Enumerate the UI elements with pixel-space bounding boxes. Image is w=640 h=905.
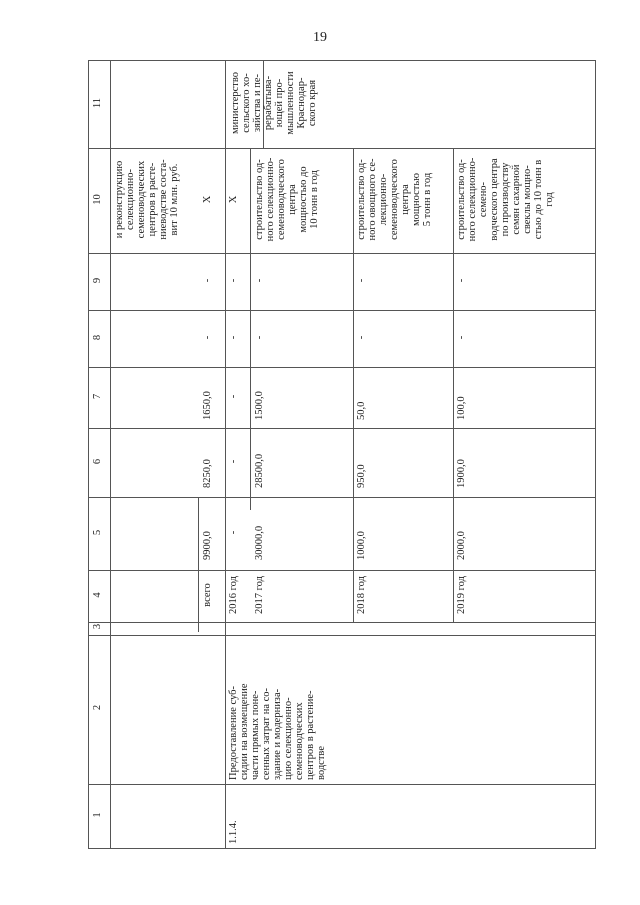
y2017-col9: -: [254, 278, 265, 283]
row-number: 1.1.4.: [228, 820, 239, 844]
responsible-authority: министерство сельского хо- зяйства и пе- рерабатыва- ющей про- мышленности Краснодар- ского края: [230, 71, 318, 135]
y2018-col5: 1000,0: [356, 531, 367, 560]
y2018-col8: -: [356, 335, 367, 340]
total-col10: X: [202, 195, 213, 204]
y2019-col7: 100,0: [456, 396, 467, 420]
period-2016: 2016 год: [228, 576, 239, 614]
carry-over-text: и реконструкцию селекционно- семеноводческих центров в расте- ниеводстве соста- вит 10 млн. руб.: [114, 159, 180, 240]
total-col6: 8250,0: [202, 459, 213, 488]
period-total: всего: [202, 583, 213, 607]
y2017-col8: -: [254, 335, 265, 340]
y2019-col5: 2000,0: [456, 531, 467, 560]
row-name: Предоставление суб- сидии на возмещение части прямых поне- сенных затрат на со- здание и модерниза- цию селекционно- семеноводческих центров в растение- водстве: [228, 683, 327, 780]
period-2019: 2019 год: [456, 576, 467, 614]
y2017-col10: строительство од- ного селекционно- семеноводческого центра мощностью до 10 тонн в год: [254, 157, 320, 242]
col-header-8: 8: [92, 334, 103, 341]
y2018-col10: строительство од- ного овощного се- лекционно- семеноводческого центра мощностью 5 тонн в год: [356, 158, 433, 241]
col-header-5: 5: [92, 529, 103, 536]
y2017-col5: 30000,0: [254, 525, 265, 560]
y2018-col6: 950,0: [356, 464, 367, 488]
col-header-9: 9: [92, 277, 103, 284]
col-header-11: 11: [92, 97, 103, 109]
y2017-col7: 1500,0: [254, 391, 265, 420]
col-header-10: 10: [92, 194, 103, 205]
total-col7: 1650,0: [202, 391, 213, 420]
y2018-col7: 50,0: [356, 401, 367, 420]
y2016-col6: -: [228, 459, 239, 464]
y2016-col9: -: [228, 278, 239, 283]
page-number: 19: [313, 30, 327, 45]
col-header-4: 4: [92, 592, 103, 598]
col-header-6: 6: [92, 458, 103, 465]
y2016-col8: -: [228, 335, 239, 340]
y2018-col9: -: [356, 278, 367, 283]
period-2018: 2018 год: [356, 576, 367, 614]
total-col5: 9900,0: [202, 531, 213, 560]
y2017-col6: 28500,0: [254, 453, 265, 488]
col-header-3: 3: [92, 623, 103, 630]
y2019-col10: строительство од- ного селекционно- семено- водческого центра по производству семян сахарной свеклы мощно- стью до 10 тонн в год: [456, 157, 555, 242]
y2019-col9: -: [456, 278, 467, 283]
col-header-1: 1: [92, 812, 103, 818]
y2019-col6: 1900,0: [456, 459, 467, 488]
y2016-col5: -: [228, 530, 239, 535]
y2019-col8: -: [456, 335, 467, 340]
rotated-table: [88, 60, 596, 848]
period-2017: 2017 год: [254, 576, 265, 614]
y2016-col10: X: [228, 195, 239, 204]
total-col8: -: [202, 335, 213, 340]
col-header-2: 2: [92, 704, 103, 711]
total-col9: -: [202, 278, 213, 283]
col-header-7: 7: [92, 393, 103, 400]
y2016-col7: -: [228, 394, 239, 399]
